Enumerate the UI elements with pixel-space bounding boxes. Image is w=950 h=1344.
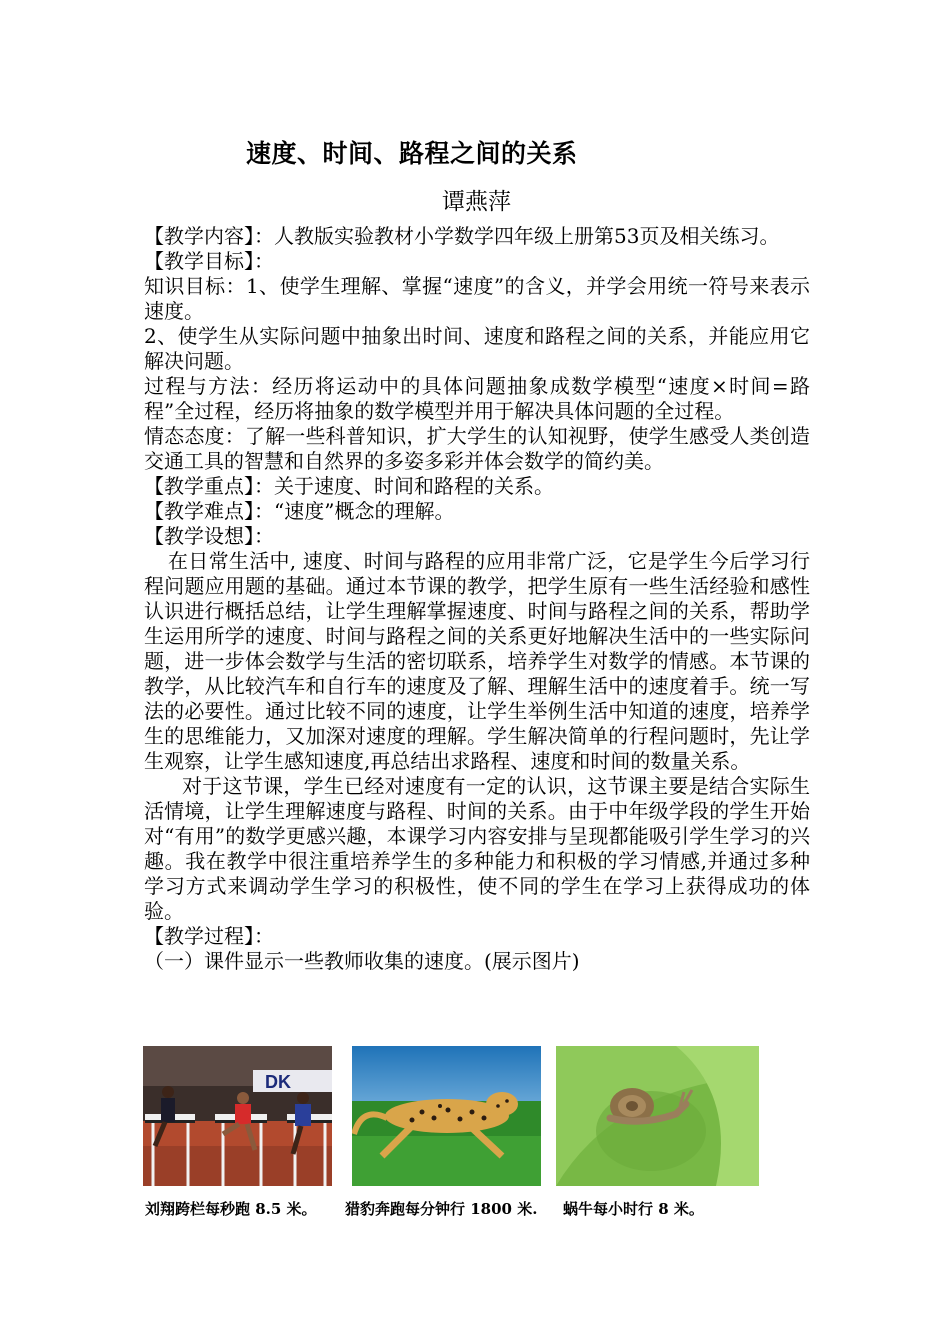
paragraph-difficulty: 【教学难点】：“速度”概念的理解。 bbox=[144, 499, 455, 523]
paragraph-design-2: 对于这节课，学生已经对速度有一定的认识，这节课主要是结合实际生活情境，让学生理解速度与路程、时间的关系。由于中年级学段的学生开始对“有用”的数学更感兴趣，本课学习内容安排与呈现都能吸引学生学习的兴趣。我在教学中很注重培养学生的多种能力和积极的学习情感,并通过多种学习方式来调动学生学习的积极性，使不同的学生在学习上获得成功的体验。 bbox=[144, 774, 810, 923]
banner-text: DK bbox=[265, 1072, 291, 1092]
author-name: 谭燕萍 bbox=[442, 189, 511, 215]
paragraph-design-1: 在日常生活中, 速度、时间与路程的应用非常广泛，它是学生今后学习行程问题应用题的基础。通过本节课的教学，把学生原有一些生活经验和感性认识进行概括总结，让学生理解掌握速度、时间与路程之间的关系，帮助学生运用所学的速度、时间与路程之间的关系更好地解决生活中的一些实际问题，进一步体会数学与生活的密切联系，培养学生对数学的情感。本节课的教学，从比较汽车和自行车的速度及了解、理解生活中的速度着手。统一写法的必要性。通过比较不同的速度，让学生举例生活中知道的速度，培养学生的思维能力，又加深对速度的理解。学生解决简单的行程问题时，先让学生观察，让学生感知速度,再总结出求路程、速度和时间的数量关系。 bbox=[144, 549, 810, 773]
paragraph-objective-2: 2、使学生从实际问题中抽象出时间、速度和路程之间的关系，并能应用它解决问题。 bbox=[144, 324, 810, 373]
paragraph-process-heading: 【教学过程】： bbox=[144, 924, 274, 948]
document-title: 速度、时间、路程之间的关系 bbox=[246, 139, 578, 168]
paragraph-knowledge-objective: 知识目标：1、使学生理解、掌握“速度”的含义，并学会用统一符号来表示速度。 bbox=[144, 274, 810, 323]
caption-snail: 蜗牛每小时行 8 米。 bbox=[563, 1200, 704, 1218]
paragraph-process-method: 过程与方法：经历将运动中的具体问题抽象成数学模型“速度×时间=路程”全过程，经历将抽象的数学模型并用于解决具体问题的全过程。 bbox=[144, 374, 810, 423]
cheetah-photo bbox=[352, 1046, 541, 1186]
paragraph-process-step-1: （一）课件显示一些教师收集的速度。(展示图片) bbox=[144, 949, 580, 973]
paragraph-design-heading: 【教学设想】： bbox=[144, 524, 274, 548]
paragraph-key-point: 【教学重点】：关于速度、时间和路程的关系。 bbox=[144, 474, 554, 498]
caption-cheetah: 猎豹奔跑每分钟行 1800 米. bbox=[345, 1200, 538, 1218]
snail-photo bbox=[556, 1046, 759, 1186]
paragraph-objectives-heading: 【教学目标】： bbox=[144, 249, 274, 273]
document-body bbox=[144, 224, 810, 974]
paragraph-teaching-content: 【教学内容】：人教版实验教材小学数学四年级上册第53页及相关练习。 bbox=[144, 224, 780, 248]
paragraph-attitude: 情态态度：了解一些科普知识，扩大学生的认知视野，使学生感受人类创造交通工具的智慧和自然界的多姿多彩并体会数学的简约美。 bbox=[144, 424, 810, 473]
hurdles-photo bbox=[143, 1046, 332, 1186]
photo-row bbox=[143, 1046, 763, 1186]
caption-hurdles: 刘翔跨栏每秒跑 8.5 米。 bbox=[145, 1200, 317, 1218]
